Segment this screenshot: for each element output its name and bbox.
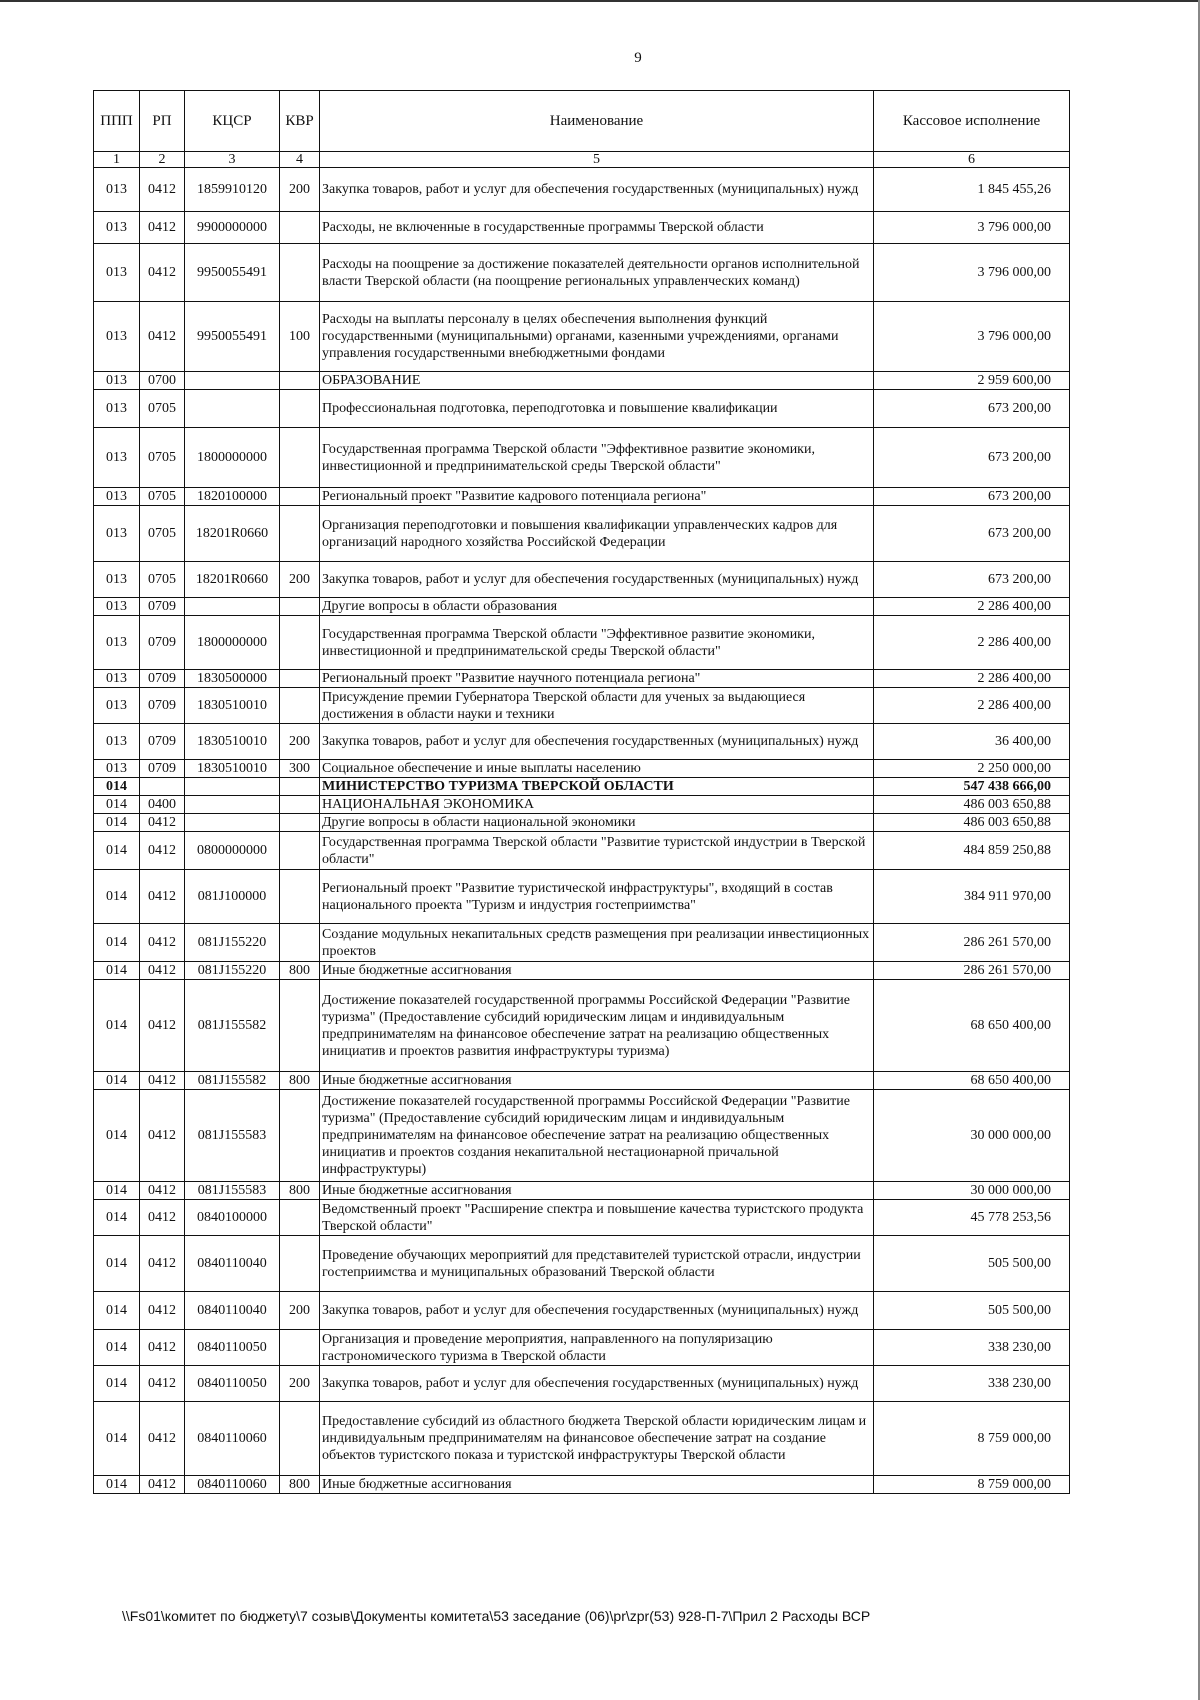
cell-ppp: 013	[94, 168, 140, 212]
cell-name: МИНИСТЕРСТВО ТУРИЗМА ТВЕРСКОЙ ОБЛАСТИ	[320, 778, 874, 796]
cell-rp: 0709	[140, 724, 185, 760]
table-row	[94, 506, 1070, 562]
cell-rp: 0705	[140, 488, 185, 506]
col-number: 3	[185, 152, 280, 168]
cell-amount: 2 286 400,00	[874, 616, 1070, 670]
cell-rp: 0412	[140, 1366, 185, 1402]
col-number: 6	[874, 152, 1070, 168]
cell-rp: 0412	[140, 1330, 185, 1366]
cell-rp: 0412	[140, 980, 185, 1072]
cell-name: НАЦИОНАЛЬНАЯ ЭКОНОМИКА	[320, 796, 874, 814]
cell-rp: 0400	[140, 796, 185, 814]
table-row	[94, 962, 1070, 980]
cell-ppp: 013	[94, 244, 140, 302]
cell-kcsr: 1800000000	[185, 428, 280, 488]
cell-kvr	[280, 778, 320, 796]
cell-kvr	[280, 372, 320, 390]
cell-rp	[140, 778, 185, 796]
table-row	[94, 390, 1070, 428]
scan-edge-top	[0, 0, 1200, 2]
cell-name: Региональный проект "Развитие научного потенциала региона"	[320, 670, 874, 688]
budget-table-body	[94, 91, 1070, 1494]
cell-name: Профессиональная подготовка, переподготовка и повышение квалификации	[320, 390, 874, 428]
cell-ppp: 013	[94, 212, 140, 244]
cell-amount: 286 261 570,00	[874, 962, 1070, 980]
cell-kvr	[280, 1236, 320, 1292]
cell-rp: 0705	[140, 562, 185, 598]
cell-amount: 2 250 000,00	[874, 760, 1070, 778]
cell-name: Другие вопросы в области образования	[320, 598, 874, 616]
table-row	[94, 372, 1070, 390]
cell-kvr: 800	[280, 962, 320, 980]
cell-kcsr: 0840110050	[185, 1366, 280, 1402]
cell-amount: 384 911 970,00	[874, 870, 1070, 924]
cell-ppp: 013	[94, 302, 140, 372]
cell-amount: 8 759 000,00	[874, 1476, 1070, 1494]
table-row	[94, 428, 1070, 488]
cell-rp: 0709	[140, 688, 185, 724]
cell-amount: 2 286 400,00	[874, 688, 1070, 724]
table-row	[94, 832, 1070, 870]
cell-rp: 0412	[140, 1476, 185, 1494]
header-kvr: КВР	[280, 91, 320, 152]
cell-kcsr: 081J155582	[185, 1072, 280, 1090]
cell-name: Другие вопросы в области национальной экономики	[320, 814, 874, 832]
cell-kcsr	[185, 390, 280, 428]
table-row	[94, 688, 1070, 724]
cell-kcsr: 0840100000	[185, 1200, 280, 1236]
cell-rp: 0709	[140, 598, 185, 616]
cell-amount: 486 003 650,88	[874, 814, 1070, 832]
cell-kcsr	[185, 814, 280, 832]
header-kcsr: КЦСР	[185, 91, 280, 152]
cell-kcsr: 081J100000	[185, 870, 280, 924]
cell-ppp: 014	[94, 814, 140, 832]
cell-kvr: 800	[280, 1182, 320, 1200]
cell-rp: 0412	[140, 814, 185, 832]
cell-ppp: 014	[94, 1090, 140, 1182]
cell-kcsr: 9950055491	[185, 302, 280, 372]
cell-ppp: 013	[94, 390, 140, 428]
cell-kvr: 200	[280, 168, 320, 212]
cell-rp: 0705	[140, 390, 185, 428]
cell-ppp: 014	[94, 1072, 140, 1090]
table-row	[94, 616, 1070, 670]
table-row	[94, 980, 1070, 1072]
cell-rp: 0705	[140, 506, 185, 562]
cell-name: Присуждение премии Губернатора Тверской области для ученых за выдающиеся достижения в области науки и техники	[320, 688, 874, 724]
cell-kcsr: 081J155220	[185, 924, 280, 962]
cell-amount: 3 796 000,00	[874, 302, 1070, 372]
header-row	[94, 91, 1070, 152]
cell-ppp: 014	[94, 962, 140, 980]
cell-ppp: 013	[94, 488, 140, 506]
cell-rp: 0412	[140, 212, 185, 244]
cell-rp: 0412	[140, 244, 185, 302]
cell-ppp: 014	[94, 924, 140, 962]
cell-rp: 0412	[140, 962, 185, 980]
page-number: 9	[634, 50, 642, 66]
column-number-row	[94, 152, 1070, 168]
cell-kcsr: 0800000000	[185, 832, 280, 870]
cell-amount: 1 845 455,26	[874, 168, 1070, 212]
table-row	[94, 778, 1070, 796]
cell-name: Социальное обеспечение и иные выплаты населению	[320, 760, 874, 778]
cell-amount: 505 500,00	[874, 1236, 1070, 1292]
cell-name: Иные бюджетные ассигнования	[320, 1072, 874, 1090]
cell-kvr	[280, 814, 320, 832]
cell-name: Закупка товаров, работ и услуг для обеспечения государственных (муниципальных) нужд	[320, 724, 874, 760]
table-row	[94, 1476, 1070, 1494]
header-rp: РП	[140, 91, 185, 152]
cell-kcsr: 0840110060	[185, 1476, 280, 1494]
cell-name: Организация переподготовки и повышения квалификации управленческих кадров для организаций народного хозяйства Российской Федерации	[320, 506, 874, 562]
cell-kvr: 200	[280, 724, 320, 760]
cell-ppp: 013	[94, 598, 140, 616]
cell-ppp: 013	[94, 562, 140, 598]
cell-amount: 338 230,00	[874, 1330, 1070, 1366]
cell-kcsr: 081J155583	[185, 1090, 280, 1182]
cell-name: Закупка товаров, работ и услуг для обеспечения государственных (муниципальных) нужд	[320, 168, 874, 212]
cell-rp: 0709	[140, 760, 185, 778]
cell-kcsr: 0840110050	[185, 1330, 280, 1366]
cell-ppp: 014	[94, 1236, 140, 1292]
cell-amount: 8 759 000,00	[874, 1402, 1070, 1476]
cell-rp: 0412	[140, 924, 185, 962]
cell-amount: 3 796 000,00	[874, 212, 1070, 244]
cell-kvr	[280, 390, 320, 428]
cell-amount: 547 438 666,00	[874, 778, 1070, 796]
cell-kvr	[280, 688, 320, 724]
cell-kvr	[280, 244, 320, 302]
table-row	[94, 244, 1070, 302]
table-row	[94, 1200, 1070, 1236]
cell-ppp: 014	[94, 832, 140, 870]
header-ppp: ППП	[94, 91, 140, 152]
cell-rp: 0412	[140, 302, 185, 372]
cell-kcsr: 1830510010	[185, 688, 280, 724]
cell-amount: 486 003 650,88	[874, 796, 1070, 814]
cell-amount: 286 261 570,00	[874, 924, 1070, 962]
cell-kcsr: 18201R0660	[185, 562, 280, 598]
cell-ppp: 014	[94, 796, 140, 814]
header-name: Наименование	[320, 91, 874, 152]
cell-rp: 0709	[140, 616, 185, 670]
table-row	[94, 814, 1070, 832]
cell-kcsr: 0840110040	[185, 1236, 280, 1292]
cell-kvr: 300	[280, 760, 320, 778]
cell-kvr	[280, 670, 320, 688]
cell-amount: 68 650 400,00	[874, 980, 1070, 1072]
cell-ppp: 013	[94, 724, 140, 760]
cell-rp: 0412	[140, 1200, 185, 1236]
cell-name: Достижение показателей государственной программы Российской Федерации "Развитие туризма" (Предоставление субсидий юридическим лицам и индивидуальным предпринимателям на финансовое обеспечение затрат на реализацию общественных инициатив и проектов создания некапитальной нестационарной причальной инфраструктуры)	[320, 1090, 874, 1182]
cell-name: Государственная программа Тверской области "Эффективное развитие экономики, инвестиционной и предпринимательской среды Тверской области"	[320, 616, 874, 670]
table-row	[94, 488, 1070, 506]
cell-name: ОБРАЗОВАНИЕ	[320, 372, 874, 390]
cell-ppp: 014	[94, 778, 140, 796]
cell-amount: 2 959 600,00	[874, 372, 1070, 390]
cell-name: Проведение обучающих мероприятий для представителей туристской отрасли, индустрии гостеприимства и муниципальных образований Тверской области	[320, 1236, 874, 1292]
cell-name: Расходы, не включенные в государственные программы Тверской области	[320, 212, 874, 244]
cell-amount: 30 000 000,00	[874, 1182, 1070, 1200]
cell-ppp: 014	[94, 1402, 140, 1476]
cell-kcsr: 1830510010	[185, 760, 280, 778]
cell-kcsr: 1800000000	[185, 616, 280, 670]
cell-name: Создание модульных некапитальных средств размещения при реализации инвестиционных проектов	[320, 924, 874, 962]
cell-kvr	[280, 1330, 320, 1366]
cell-rp: 0412	[140, 832, 185, 870]
cell-name: Расходы на поощрение за достижение показателей деятельности органов исполнительной власти Тверской области (на поощрение региональных управленческих команд)	[320, 244, 874, 302]
cell-ppp: 014	[94, 1366, 140, 1402]
table-row	[94, 924, 1070, 962]
cell-kvr: 100	[280, 302, 320, 372]
cell-ppp: 013	[94, 616, 140, 670]
cell-kcsr	[185, 598, 280, 616]
table-row	[94, 302, 1070, 372]
cell-ppp: 013	[94, 428, 140, 488]
cell-kvr	[280, 1402, 320, 1476]
cell-name: Ведомственный проект "Расширение спектра и повышение качества туристского продукта Тверской области"	[320, 1200, 874, 1236]
cell-rp: 0412	[140, 1402, 185, 1476]
cell-ppp: 013	[94, 670, 140, 688]
cell-amount: 673 200,00	[874, 488, 1070, 506]
cell-name: Организация и проведение мероприятия, направленного на популяризацию гастрономического туризма в Тверской области	[320, 1330, 874, 1366]
cell-amount: 338 230,00	[874, 1366, 1070, 1402]
cell-kvr	[280, 1090, 320, 1182]
cell-kcsr: 9900000000	[185, 212, 280, 244]
cell-rp: 0412	[140, 1292, 185, 1330]
cell-name: Иные бюджетные ассигнования	[320, 1476, 874, 1494]
cell-kvr	[280, 598, 320, 616]
budget-table	[93, 90, 1070, 1494]
cell-name: Закупка товаров, работ и услуг для обеспечения государственных (муниципальных) нужд	[320, 1292, 874, 1330]
cell-name: Предоставление субсидий из областного бюджета Тверской области юридическим лицам и индивидуальным предпринимателям на финансовое обеспечение затрат на создание объектов туристского показа и туристской инфраструктуры Тверской области	[320, 1402, 874, 1476]
cell-ppp: 013	[94, 688, 140, 724]
cell-kvr	[280, 488, 320, 506]
cell-kvr	[280, 212, 320, 244]
table-row	[94, 1236, 1070, 1292]
cell-kcsr: 081J155220	[185, 962, 280, 980]
cell-kcsr	[185, 372, 280, 390]
cell-ppp: 013	[94, 760, 140, 778]
table-row	[94, 212, 1070, 244]
table-row	[94, 760, 1070, 778]
cell-kvr	[280, 924, 320, 962]
table-row	[94, 1402, 1070, 1476]
table-row	[94, 598, 1070, 616]
cell-rp: 0412	[140, 870, 185, 924]
cell-rp: 0705	[140, 428, 185, 488]
cell-kcsr: 1830510010	[185, 724, 280, 760]
header-amount: Кассовое исполнение	[874, 91, 1070, 152]
cell-rp: 0412	[140, 1236, 185, 1292]
cell-kcsr: 081J155583	[185, 1182, 280, 1200]
cell-kcsr: 9950055491	[185, 244, 280, 302]
cell-amount: 484 859 250,88	[874, 832, 1070, 870]
cell-name: Иные бюджетные ассигнования	[320, 1182, 874, 1200]
cell-name: Расходы на выплаты персоналу в целях обеспечения выполнения функций государственными (муниципальными) органами, казенными учреждениями, органами управления государственными внебюджетными фондами	[320, 302, 874, 372]
table-row	[94, 1292, 1070, 1330]
table-row	[94, 1090, 1070, 1182]
cell-kcsr: 0840110040	[185, 1292, 280, 1330]
cell-kvr	[280, 506, 320, 562]
col-number: 5	[320, 152, 874, 168]
cell-amount: 2 286 400,00	[874, 670, 1070, 688]
table-row	[94, 1072, 1070, 1090]
cell-kcsr: 0840110060	[185, 1402, 280, 1476]
cell-kvr	[280, 832, 320, 870]
table-row	[94, 562, 1070, 598]
cell-rp: 0412	[140, 1072, 185, 1090]
table-row	[94, 796, 1070, 814]
cell-ppp: 014	[94, 1200, 140, 1236]
cell-name: Государственная программа Тверской области "Развитие туристской индустрии в Тверской области"	[320, 832, 874, 870]
cell-kvr	[280, 616, 320, 670]
table-row	[94, 670, 1070, 688]
cell-ppp: 014	[94, 1476, 140, 1494]
cell-ppp: 014	[94, 870, 140, 924]
cell-kcsr	[185, 778, 280, 796]
cell-amount: 3 796 000,00	[874, 244, 1070, 302]
cell-name: Региональный проект "Развитие кадрового потенциала региона"	[320, 488, 874, 506]
cell-kcsr	[185, 796, 280, 814]
footer-file-path: \\Fs01\комитет по бюджету\7 созыв\Документы комитета\53 заседание (06)\pr\zpr(53) 928-П-7\Прил 2 Расходы ВСР	[122, 1608, 871, 1624]
cell-amount: 45 778 253,56	[874, 1200, 1070, 1236]
cell-rp: 0412	[140, 1182, 185, 1200]
cell-rp: 0700	[140, 372, 185, 390]
cell-amount: 68 650 400,00	[874, 1072, 1070, 1090]
cell-amount: 673 200,00	[874, 562, 1070, 598]
cell-amount: 673 200,00	[874, 506, 1070, 562]
cell-ppp: 013	[94, 506, 140, 562]
cell-rp: 0412	[140, 1090, 185, 1182]
cell-kvr: 800	[280, 1476, 320, 1494]
cell-ppp: 014	[94, 980, 140, 1072]
cell-kcsr: 1830500000	[185, 670, 280, 688]
cell-ppp: 014	[94, 1330, 140, 1366]
col-number: 1	[94, 152, 140, 168]
cell-kvr	[280, 428, 320, 488]
cell-name: Достижение показателей государственной программы Российской Федерации "Развитие туризма" (Предоставление субсидий юридическим лицам и индивидуальным предпринимателям на финансовое обеспечение затрат на реализацию общественных инициатив и проектов развития инфраструктуры туризма)	[320, 980, 874, 1072]
cell-kvr: 200	[280, 1292, 320, 1330]
table-row	[94, 1182, 1070, 1200]
cell-rp: 0412	[140, 168, 185, 212]
table-row	[94, 870, 1070, 924]
cell-amount: 2 286 400,00	[874, 598, 1070, 616]
cell-kvr: 200	[280, 1366, 320, 1402]
cell-name: Закупка товаров, работ и услуг для обеспечения государственных (муниципальных) нужд	[320, 562, 874, 598]
cell-ppp: 014	[94, 1292, 140, 1330]
cell-rp: 0709	[140, 670, 185, 688]
col-number: 4	[280, 152, 320, 168]
cell-amount: 673 200,00	[874, 390, 1070, 428]
cell-amount: 30 000 000,00	[874, 1090, 1070, 1182]
cell-ppp: 014	[94, 1182, 140, 1200]
table-row	[94, 1330, 1070, 1366]
cell-name: Государственная программа Тверской области "Эффективное развитие экономики, инвестиционной и предпринимательской среды Тверской области"	[320, 428, 874, 488]
cell-kcsr: 1820100000	[185, 488, 280, 506]
cell-kvr	[280, 980, 320, 1072]
cell-kvr: 200	[280, 562, 320, 598]
cell-kcsr: 1859910120	[185, 168, 280, 212]
cell-kcsr: 18201R0660	[185, 506, 280, 562]
cell-ppp: 013	[94, 372, 140, 390]
cell-amount: 505 500,00	[874, 1292, 1070, 1330]
table-row	[94, 1366, 1070, 1402]
cell-name: Иные бюджетные ассигнования	[320, 962, 874, 980]
cell-kvr: 800	[280, 1072, 320, 1090]
cell-kvr	[280, 1200, 320, 1236]
cell-kvr	[280, 796, 320, 814]
cell-name: Региональный проект "Развитие туристической инфраструктуры", входящий в состав национального проекта "Туризм и индустрия гостеприимства"	[320, 870, 874, 924]
cell-amount: 36 400,00	[874, 724, 1070, 760]
table-row	[94, 168, 1070, 212]
cell-name: Закупка товаров, работ и услуг для обеспечения государственных (муниципальных) нужд	[320, 1366, 874, 1402]
cell-amount: 673 200,00	[874, 428, 1070, 488]
cell-kvr	[280, 870, 320, 924]
cell-kcsr: 081J155582	[185, 980, 280, 1072]
table-row	[94, 724, 1070, 760]
col-number: 2	[140, 152, 185, 168]
